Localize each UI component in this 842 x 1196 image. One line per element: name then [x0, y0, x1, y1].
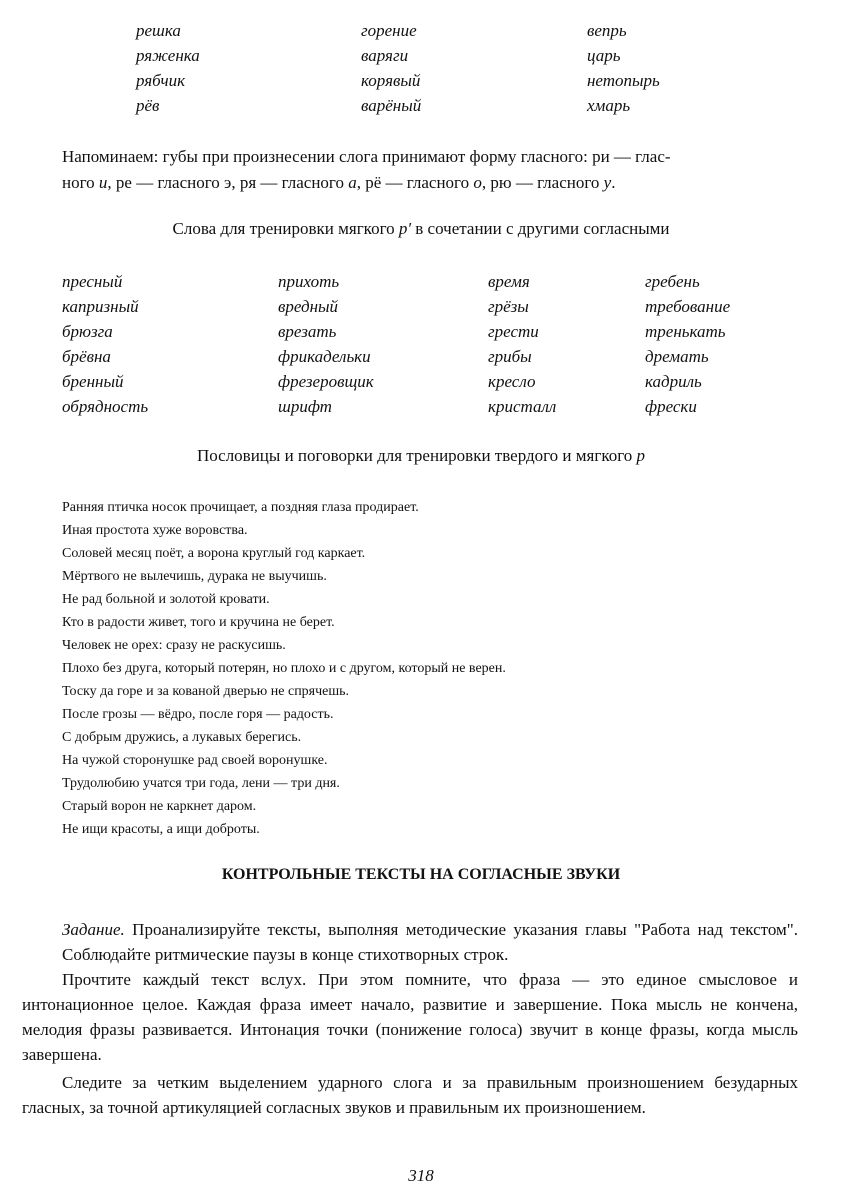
soft-words-col-3	[488, 269, 556, 419]
word: вредный	[278, 297, 339, 316]
top-words-col-2	[361, 18, 421, 118]
word: грести	[488, 322, 539, 341]
word: грёзы	[488, 297, 529, 316]
proverb: Тоску да горе и за кованой дверью не спрячешь.	[62, 684, 350, 699]
proverb: После грозы — вёдро, после горя — радость.	[62, 707, 334, 722]
word: дремать	[645, 347, 709, 366]
task-label: Задание.	[62, 920, 125, 939]
soft-r-heading	[0, 219, 842, 239]
word: прихоть	[278, 272, 340, 291]
proverb: Старый ворон не каркнет даром.	[62, 799, 257, 814]
soft-words-col-2	[278, 269, 374, 419]
word: тренькать	[645, 322, 726, 341]
heading-letter: р	[636, 446, 646, 465]
word: хмарь	[587, 96, 631, 115]
word: брёвна	[62, 347, 111, 366]
soft-words-col-4	[645, 269, 730, 419]
word: брюзга	[62, 322, 113, 341]
reminder-text: , рё — гласного	[356, 173, 474, 192]
page-number: 318	[408, 1166, 434, 1185]
reminder-text: .	[611, 173, 616, 192]
word: корявый	[361, 71, 421, 90]
vowel: о	[473, 173, 482, 192]
word: рябчик	[136, 71, 186, 90]
word: требование	[645, 297, 731, 316]
proverb: Соловей месяц поёт, а ворона круглый год каркает.	[62, 546, 366, 561]
paragraph-reading: Прочтите каждый текст вслух. При этом помните, что фраза — это единое смысловое и интонационное целое. Каждая фраза имеет начало, развитие и завершение. Пока мысль не кончена, мелодия фразы развивается. Интонация точки (понижение голоса) звучит в конце фразы, когда мысль завершена.	[22, 970, 798, 1064]
word: рёв	[136, 96, 160, 115]
reminder-paragraph	[62, 144, 798, 196]
proverb: Ранняя птичка носок прочищает, а поздняя глаза продирает.	[62, 500, 419, 515]
word: шрифт	[278, 397, 332, 416]
proverb: Не рад больной и золотой кровати.	[62, 592, 270, 607]
word: вепрь	[587, 21, 627, 40]
proverbs-heading	[0, 446, 842, 466]
proverb: Мёртвого не вылечишь, дурака не выучишь.	[62, 569, 327, 584]
reminder-line-2	[62, 170, 798, 196]
heading-letter: р'	[398, 219, 412, 238]
proverb: Трудолюбию учатся три года, лени — три дня.	[62, 776, 340, 791]
section-title: КОНТРОЛЬНЫЕ ТЕКСТЫ НА СОГЛАСНЫЕ ЗВУКИ	[221, 866, 621, 883]
proverb: На чужой сторонушке рад своей воронушке.	[62, 753, 328, 768]
word: кадриль	[645, 372, 702, 391]
reminder-text: , ре — гласного э, ря — гласного	[107, 173, 349, 192]
word: фрески	[645, 397, 697, 416]
word: бренный	[62, 372, 124, 391]
word: царь	[587, 46, 621, 65]
top-words-col-3	[587, 18, 660, 118]
word: грибы	[488, 347, 532, 366]
vowel: и	[98, 173, 108, 192]
word: врезать	[278, 322, 337, 341]
heading-text: Слова для тренировки мягкого	[172, 219, 399, 238]
word: варёный	[361, 96, 422, 115]
proverbs-list	[62, 496, 506, 841]
word: нетопырь	[587, 71, 660, 90]
word: решка	[136, 21, 181, 40]
word: гребень	[645, 272, 700, 291]
soft-words-col-1	[62, 269, 148, 419]
proverb: Не ищи красоты, а ищи доброты.	[62, 822, 260, 837]
vowel: у	[603, 173, 612, 192]
word: горение	[361, 21, 417, 40]
word: ряженка	[136, 46, 200, 65]
task-paragraph	[62, 917, 798, 967]
task-text: Проанализируйте тексты, выполняя методические указания главы "Работа над текстом". Соблюдайте ритмические паузы в конце стихотворных строк.	[62, 920, 798, 964]
heading-text: в сочетании с другими согласными	[411, 219, 670, 238]
vowel: а	[348, 173, 357, 192]
proverb: Кто в радости живет, того и кручина не берет.	[62, 615, 335, 630]
heading-text: Пословицы и поговорки для тренировки твердого и мягкого	[196, 446, 637, 465]
word: обрядность	[62, 397, 149, 416]
word: кристалл	[488, 397, 557, 416]
top-words-col-1	[136, 18, 200, 118]
word: время	[488, 272, 530, 291]
proverb: Иная простота хуже воровства.	[62, 523, 248, 538]
proverb: Человек не орех: сразу не раскусишь.	[62, 638, 286, 653]
reminder-text: , рю — гласного	[481, 173, 604, 192]
word: кресло	[488, 372, 536, 391]
proverb: Плохо без друга, который потерян, но плохо и с другом, который не верен.	[62, 661, 506, 676]
reminder-line-1: Напоминаем: губы при произнесении слога принимают форму гласного: ри — глас-	[62, 147, 671, 166]
word: варяги	[361, 46, 409, 65]
word: фрезеровщик	[278, 372, 374, 391]
proverb: С добрым дружись, а лукавых берегись.	[62, 730, 302, 745]
reminder-text: ного	[62, 173, 99, 192]
word: фрикадельки	[278, 347, 371, 366]
word: пресный	[62, 272, 123, 291]
paragraph-stress: Следите за четким выделением ударного слога и за правильным произношением безударных гласных, за точной артикуляцией согласных звуков и правильным их произношением.	[22, 1073, 798, 1117]
word: капризный	[62, 297, 139, 316]
